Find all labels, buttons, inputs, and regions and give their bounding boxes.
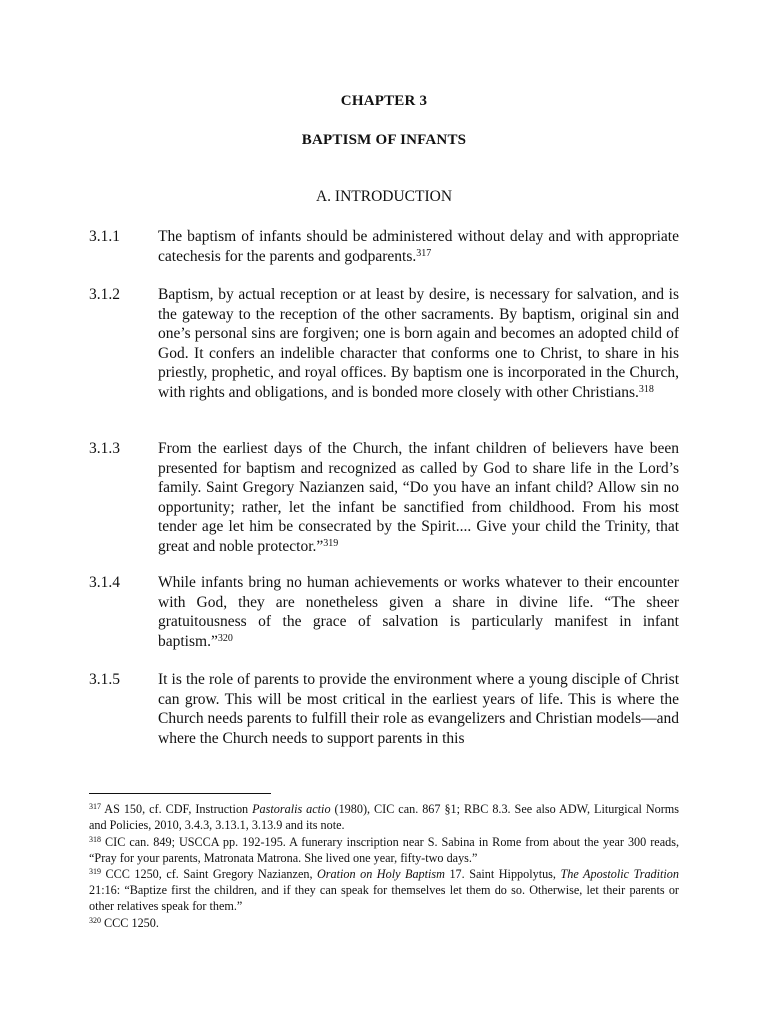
paragraph-number: 3.1.2: [89, 286, 120, 303]
paragraph-3-1-2: [89, 285, 679, 403]
section-heading: A. INTRODUCTION: [315, 188, 453, 205]
footnote-ref: 318: [638, 383, 654, 395]
footnote-ref: 317: [416, 247, 432, 259]
paragraph-number: 3.1.1: [89, 228, 120, 245]
paragraph-number: 3.1.5: [89, 671, 120, 688]
paragraph-3-1-5: [89, 670, 679, 748]
footnote-mark: 320: [89, 916, 101, 925]
paragraph-text: Baptism, by actual reception or at least by desire, is necessary for salvation, and is the gateway to the reception of the other sacraments. By baptism, original sin and one’s personal sins are forgiven; one is born again and becomes an adopted child of God. It confers an indelible character that conforms one to Christ, to share in his priestly, prophetic, and royal offices. By baptism one is incorporated in the Church, with rights and obligations, and is bonded more closely with other Christians.$^{318}$: [158, 286, 679, 401]
footnote-mark: 319: [89, 867, 101, 876]
footnote-317: $^{317}$ AS 150, cf. CDF, Instruction Pastoralis actio (1980), CIC can. 867 §1; RBC 8.3. See also ADW, Liturgical Norms and Policies, 2010, 3.4.3, 3.13.1, 3.13.9 and its note.: [89, 802, 679, 833]
paragraph-text: The baptism of infants should be administered without delay and with appropriate catechesis for the parents and godparents.$^{317}$: [158, 228, 679, 265]
footnote-divider: [89, 793, 271, 794]
chapter-heading: CHAPTER 3: [340, 93, 428, 109]
paragraph-number: 3.1.3: [89, 440, 120, 457]
paragraph-3-1-4: [89, 573, 679, 651]
footnote-mark: 318: [89, 835, 101, 844]
footnote-318: $^{318}$ CIC can. 849; USCCA pp. 192-195. A funerary inscription near S. Sabina in Rome from about the year 300 reads, “Pray for your parents, Matronata Matrona. She lived one year, fifty-two days.”: [89, 835, 679, 866]
footnote-320: $^{320}$ CCC 1250.: [89, 916, 159, 930]
footnote-ref: 320: [217, 632, 233, 644]
footnote-ref: 319: [323, 537, 339, 549]
paragraph-text: From the earliest days of the Church, the infant children of believers have been presented for baptism and recognized as called by God to share life in the Lord’s family. Saint Gregory Nazianzen said, “Do you have an infant child? Allow sin no opportunity; rather, let the infant be sanctified from childhood. From his most tender age let him be consecrated by the Spirit.... Give your child the Trinity, that great and noble protector.”$^{319}$: [158, 440, 679, 555]
paragraph-3-1-1: [89, 227, 679, 266]
footnote-319: $^{319}$ CCC 1250, cf. Saint Gregory Nazianzen, Oration on Holy Baptism 17. Saint Hippolytus, The Apostolic Tradition 21:16: “Baptize first the children, and if they can speak for themselves let them do so. Otherwise, let their parents or other relatives speak for them.”: [89, 867, 679, 914]
chapter-title: BAPTISM OF INFANTS: [301, 132, 467, 148]
paragraph-number: 3.1.4: [89, 574, 120, 591]
paragraph-text: While infants bring no human achievements or works whatever to their encounter with God, they are nonetheless given a share in divine life. “The sheer gratuitousness of the grace of salvation is particularly manifest in infant baptism.”$^{320}$: [158, 574, 679, 650]
paragraph-3-1-3: [89, 439, 679, 557]
paragraph-text: It is the role of parents to provide the environment where a young disciple of Christ can grow. This will be most critical in the earliest years of life. This is where the Church needs parents to fulfill their role as evangelizers and Christian models—and where the Church needs to support parents in this: [158, 671, 679, 747]
footnote-mark: 317: [89, 802, 101, 811]
